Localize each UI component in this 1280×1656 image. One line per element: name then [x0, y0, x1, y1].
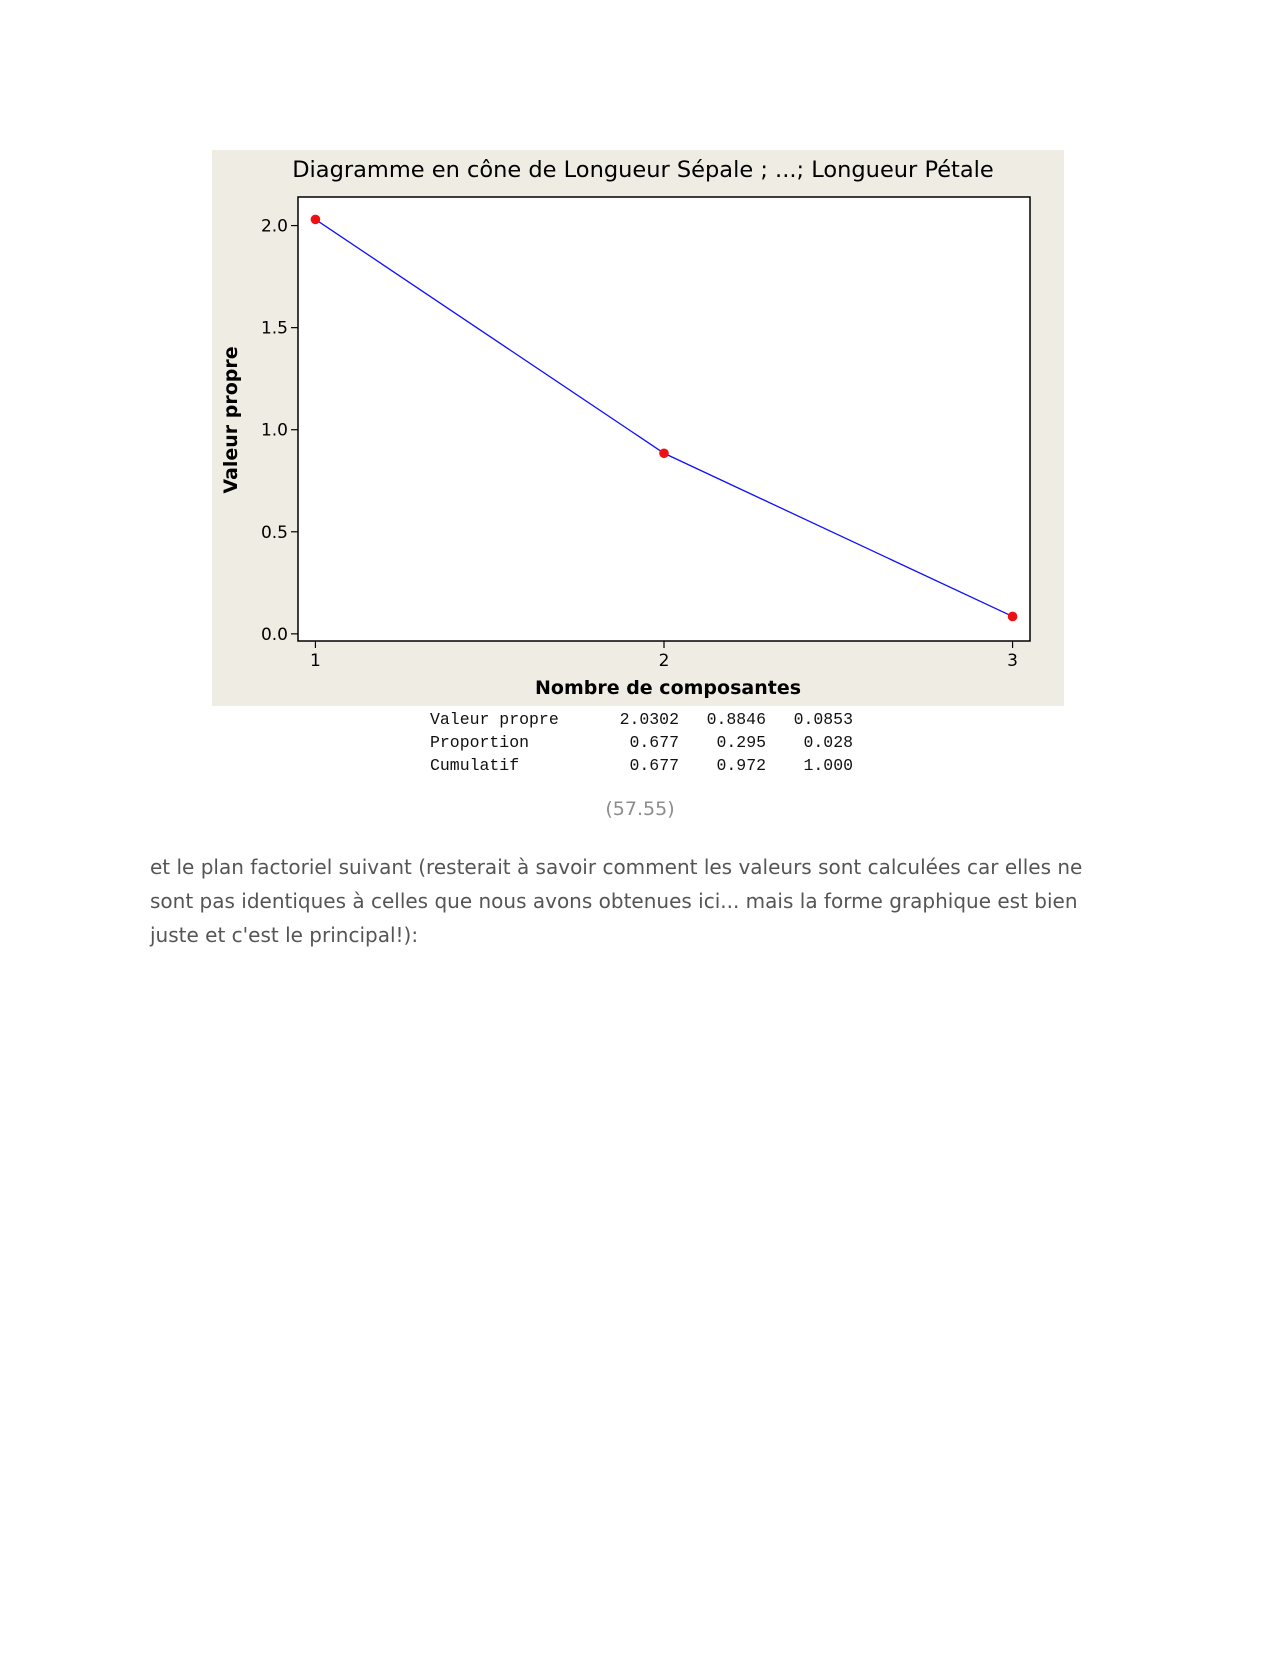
- body-paragraph: et le plan factoriel suivant (resterait à savoir comment les valeurs sont calculées car elles ne sont pas identiques à celles que nous avons obtenues ici... mais la forme graphique est bien juste et c'est le principal!):: [150, 855, 1083, 947]
- table-cell: 0.677: [629, 733, 679, 752]
- y-tick-label: 2.0: [260, 216, 288, 237]
- data-point: [1008, 612, 1018, 622]
- plot-area: [298, 197, 1030, 641]
- y-axis-label: Valeur propre: [220, 346, 242, 494]
- table-row: [430, 708, 853, 731]
- table-cell: 2.0302: [619, 710, 679, 729]
- table-cell: 0.972: [716, 756, 766, 775]
- table-cell: 0.0853: [793, 710, 853, 729]
- y-tick-label: 1.0: [260, 420, 288, 441]
- data-point: [311, 215, 321, 225]
- y-tick-label: 1.5: [260, 318, 288, 339]
- scree-plot-figure: [212, 150, 1064, 706]
- table-cell: 0.028: [803, 733, 853, 752]
- y-tick-label: 0.0: [260, 624, 288, 645]
- table-cell: 1.000: [803, 756, 853, 775]
- row-label: Valeur propre: [430, 710, 559, 729]
- table-row: [430, 731, 853, 754]
- equation-number: (57.55): [605, 798, 675, 820]
- x-tick-label: 2: [658, 651, 670, 671]
- table-row: [430, 754, 853, 777]
- row-label: Proportion: [430, 733, 530, 752]
- y-tick-label: 0.5: [260, 522, 288, 543]
- row-label: Cumulatif: [430, 756, 520, 775]
- scree-plot-chart: [212, 150, 1064, 706]
- x-axis-label: Nombre de composantes: [534, 677, 802, 699]
- table-cell: 0.295: [716, 733, 766, 752]
- data-point: [659, 448, 669, 458]
- table-cell: 0.8846: [706, 710, 766, 729]
- x-tick-label: 3: [1007, 651, 1018, 671]
- table-cell: 0.677: [629, 756, 679, 775]
- chart-title: Diagramme en cône de Longueur Sépale ; ...; Longueur Pétale: [292, 157, 994, 183]
- eigenvalue-table: [430, 708, 853, 777]
- x-tick-label: 1: [310, 651, 321, 671]
